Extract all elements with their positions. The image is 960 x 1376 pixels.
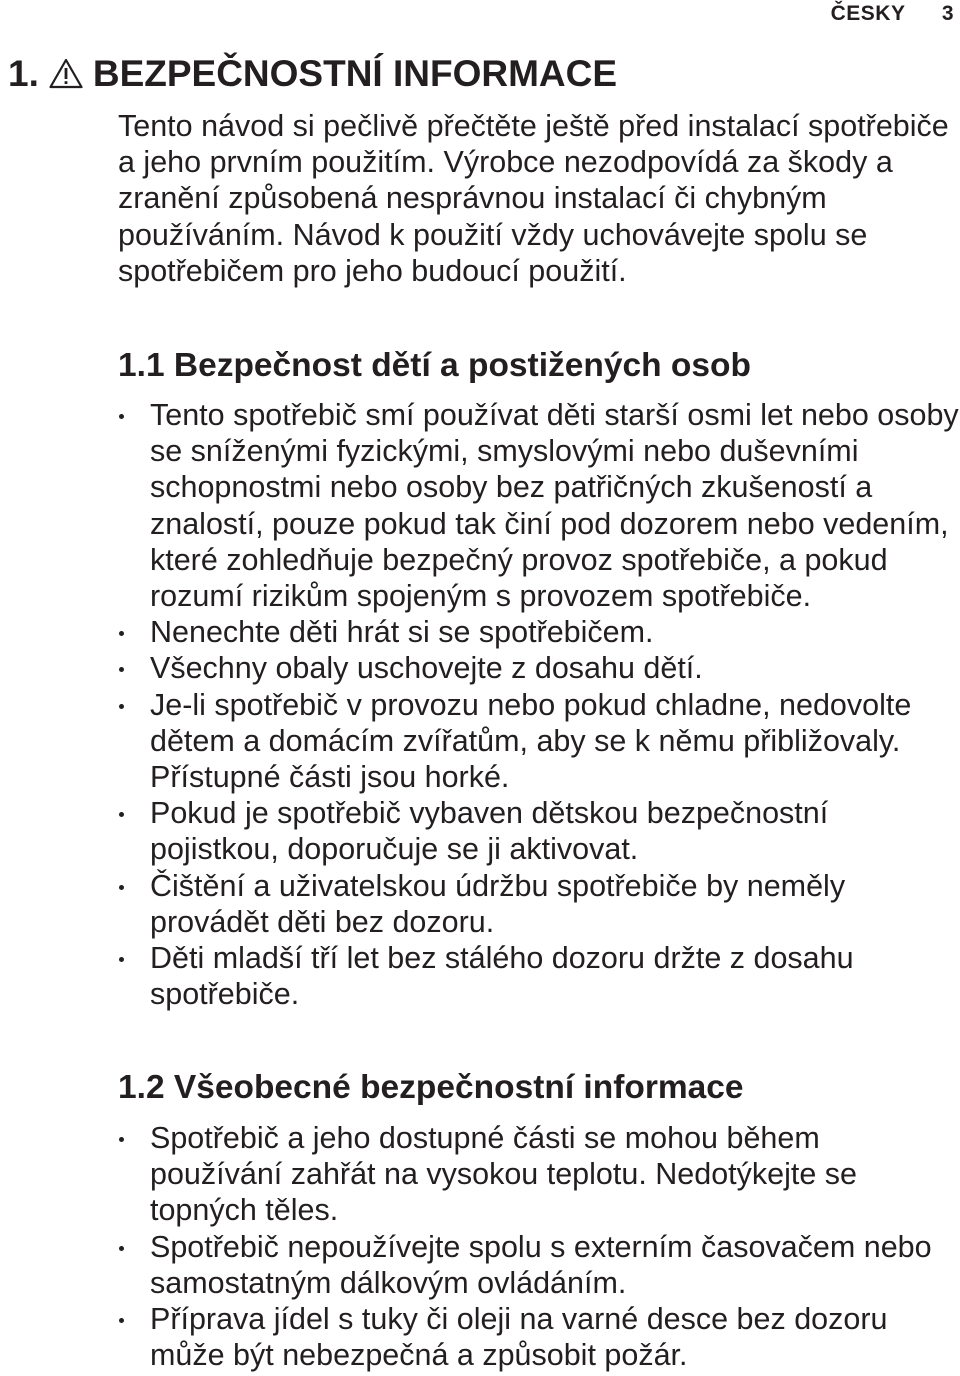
general-safety-list: [118, 1120, 960, 1373]
list-item: Pokud je spotřebič vybaven dětskou bezpečnostní pojistkou, doporučuje se ji aktivovat.: [118, 795, 960, 867]
children-safety-list: [118, 397, 960, 1012]
list-item: Čištění a uživatelskou údržbu spotřebiče by neměly provádět děti bez dozoru.: [118, 868, 960, 940]
list-item: Je-li spotřebič v provozu nebo pokud chladne, nedovolte dětem a domácím zvířatům, aby se k němu přibližovaly. Přístupné části jsou horké.: [118, 687, 960, 796]
list-item: Spotřebič nepoužívejte spolu s externím časovačem nebo samostatným dálkovým ovládáním.: [118, 1229, 960, 1301]
warning-triangle-icon: [49, 55, 83, 99]
list-item: Nenechte děti hrát si se spotřebičem.: [118, 614, 960, 650]
section-number: 1.: [8, 53, 39, 94]
page-header: [831, 2, 954, 26]
list-item: Příprava jídel s tuky či oleji na varné desce bez dozoru může být nebezpečná a způsobit požár.: [118, 1301, 960, 1373]
section-heading: [8, 52, 617, 99]
subsection-title-children-safety: 1.1 Bezpečnost dětí a postižených osob: [118, 347, 751, 384]
list-item: Tento spotřebič smí používat děti starší osmi let nebo osoby se sníženými fyzickými, smyslovými nebo duševními schopnostmi nebo osoby bez patřičných zkušeností a znalostí, pouze pokud tak činí pod dozorem nebo vedením, které zohledňuje bezpečný provoz spotřebiče, a pokud rozumí rizikům spojeným s provozem spotřebiče.: [118, 397, 960, 614]
section-title: BEZPEČNOSTNÍ INFORMACE: [92, 53, 618, 94]
page-number: 3: [941, 2, 954, 25]
subsection-title-general-safety: 1.2 Všeobecné bezpečnostní informace: [118, 1069, 744, 1106]
list-item: Spotřebič a jeho dostupné části se mohou během používání zahřát na vysokou teplotu. Nedotýkejte se topných těles.: [118, 1120, 960, 1229]
list-item: Děti mladší tří let bez stálého dozoru držte z dosahu spotřebiče.: [118, 940, 960, 1012]
intro-paragraph: Tento návod si pečlivě přečtěte ještě před instalací spotřebiče a jeho prvním použitím. Výrobce nezodpovídá za škody a zranění způsobená nesprávnou instalací či chybným používáním. Návod k použití vždy uchovávejte spolu se spotřebičem pro jeho budoucí použití.: [118, 109, 949, 288]
list-item: Všechny obaly uschovejte z dosahu dětí.: [118, 650, 960, 686]
language-label: ČESKY: [830, 2, 906, 25]
